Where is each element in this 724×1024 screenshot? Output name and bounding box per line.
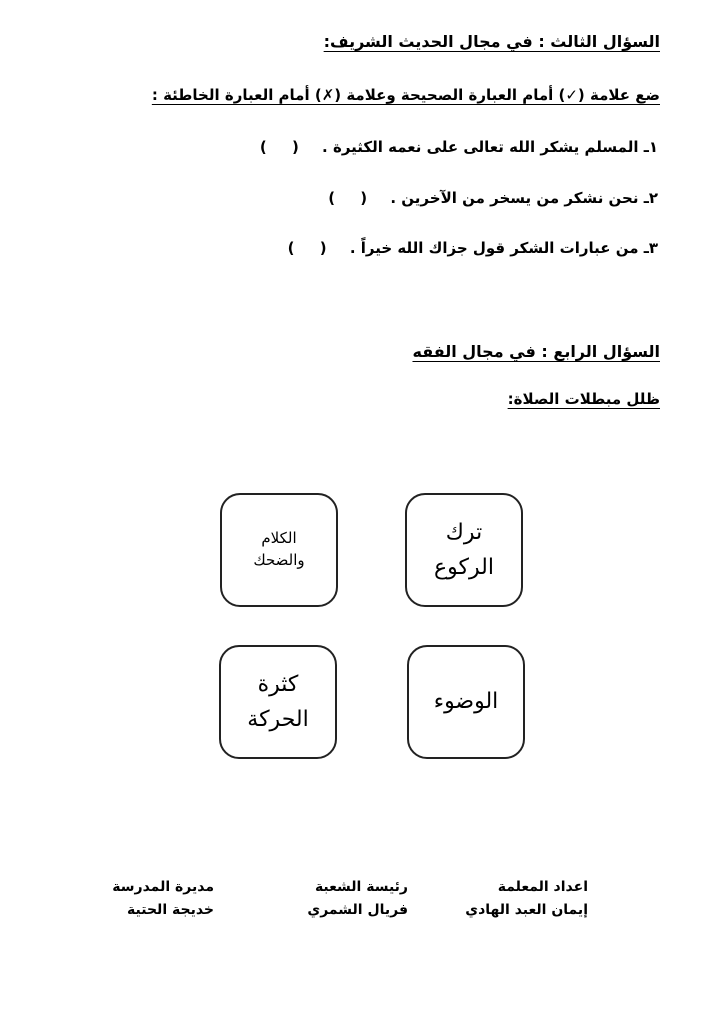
question-4-title: السؤال الرابع : في مجال الفقه xyxy=(412,342,660,361)
statement-3-answer-box[interactable]: ( ) xyxy=(287,239,337,257)
signature-principal xyxy=(112,876,214,922)
statement-1-answer-box[interactable]: ( ) xyxy=(259,138,309,156)
option-box-leaving-rukoo[interactable] xyxy=(405,493,523,607)
signature-principal-role: مديرة المدرسة xyxy=(112,879,214,895)
signature-teacher xyxy=(465,876,588,922)
signature-department-head-role: رئيسة الشعبة xyxy=(314,879,408,895)
option-box-excessive-movement-line-2: الحركة xyxy=(247,707,309,732)
option-box-excessive-movement[interactable] xyxy=(219,645,337,759)
statement-1 xyxy=(260,138,658,156)
statement-1-text: ١ـ المسلم يشكر الله تعالى على نعمه الكثيرة . xyxy=(322,138,658,156)
option-box-talking-laughing-line-2: والضحك xyxy=(253,551,305,569)
signature-department-head-name: فريال الشمري xyxy=(307,902,408,918)
option-box-talking-laughing-line-1: الكلام xyxy=(261,529,297,548)
statement-2-answer-box[interactable]: ( ) xyxy=(328,189,378,207)
option-box-leaving-rukoo-line-1: ترك xyxy=(445,519,483,545)
signature-principal-name: خديجة الحتية xyxy=(127,902,214,918)
question-4-instruction: ظلل مبطلات الصلاة: xyxy=(507,390,660,408)
statement-2-text: ٢ـ نحن نشكر من يسخر من الآخرين . xyxy=(390,189,658,207)
option-box-talking-laughing[interactable] xyxy=(220,493,338,607)
option-box-excessive-movement-line-1: كثرة xyxy=(257,671,299,697)
signature-teacher-role: اعداد المعلمة xyxy=(497,879,588,895)
statement-2 xyxy=(328,189,658,207)
question-3-instruction: ضع علامة (✓) أمام العبارة الصحيحة وعلامة (✗) أمام العبارة الخاطئة : xyxy=(151,86,660,104)
signature-teacher-name: إيمان العبد الهادي xyxy=(465,902,588,918)
option-box-wudu-line-1: الوضوء xyxy=(433,689,499,715)
option-box-leaving-rukoo-line-2: الركوع xyxy=(434,555,494,580)
statement-3 xyxy=(288,239,658,257)
signature-department-head xyxy=(307,876,408,922)
option-box-wudu[interactable] xyxy=(407,645,525,759)
statement-3-text: ٣ـ من عبارات الشكر قول جزاك الله خيراً . xyxy=(349,239,658,257)
question-3-title: السؤال الثالث : في مجال الحديث الشريف: xyxy=(323,32,660,51)
